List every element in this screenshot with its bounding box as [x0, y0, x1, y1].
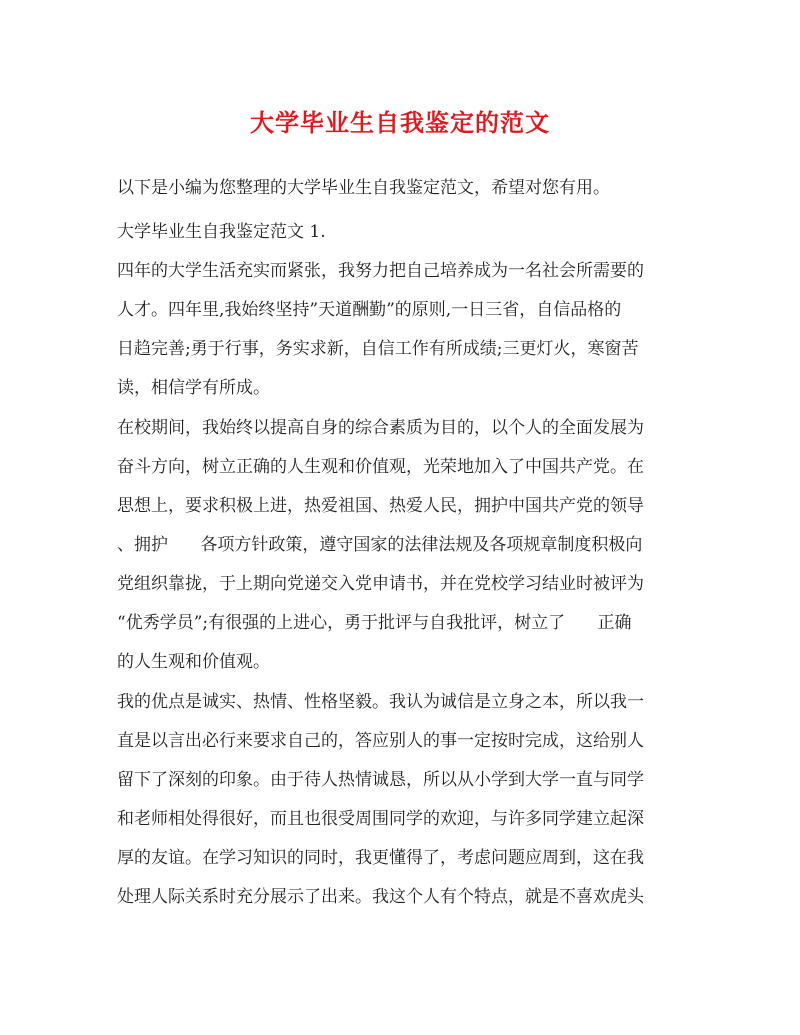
paragraph-line: 奋斗方向，树立正确的人生观和价值观，光荣地加入了中国共产党。在: [117, 457, 644, 477]
paragraph-line: “优秀学员”;有很强的上进心，勇于批评与自我批评，树立了 正确: [117, 613, 632, 633]
paragraph-line: 在校期间，我始终以提高自身的综合素质为目的，以个人的全面发展为: [117, 418, 644, 438]
document-title: 大学毕业生自我鉴定的范文: [250, 108, 550, 137]
paragraph-line: 和老师相处得很好，而且也很受周围同学的欢迎，与许多同学建立起深: [117, 809, 644, 829]
paragraph-line: 四年的大学生活充实而紧张，我努力把自己培养成为一名社会所需要的: [117, 261, 644, 281]
paragraph-line: 以下是小编为您整理的大学毕业生自我鉴定范文，希望对您有用。: [117, 178, 610, 198]
paragraph-line: 厚的友谊。在学习知识的同时，我更懂得了，考虑问题应周到，这在我: [117, 848, 644, 868]
paragraph-line: 日趋完善;勇于行事，务实求新，自信工作有所成绩;三更灯火，寒窗苦: [117, 339, 639, 359]
paragraph-line: 处理人际关系时充分展示了出来。我这个人有个特点，就是不喜欢虎头: [117, 887, 644, 907]
paragraph-line: 我的优点是诚实、热情、性格坚毅。我认为诚信是立身之本，所以我一: [117, 692, 644, 712]
paragraph-line: 人才。四年里,我始终坚持”天道酬勤”的原则,一日三省，自信品格的: [117, 300, 622, 320]
paragraph-line: 、拥护 各项方针政策，遵守国家的法律法规及各项规章制度积极向: [117, 535, 643, 555]
paragraph-line: 直是以言出必行来要求自己的，答应别人的事一定按时完成，这给别人: [117, 731, 644, 751]
paragraph-line: 读，相信学有所成。: [117, 378, 270, 398]
paragraph-line: 大学毕业生自我鉴定范文 1.: [117, 222, 326, 242]
paragraph-line: 党组织靠拢，于上期向党递交入党申请书，并在党校学习结业时被评为: [117, 574, 644, 594]
paragraph-line: 留下了深刻的印象。由于待人热情诚恳，所以从小学到大学一直与同学: [117, 770, 644, 790]
paragraph-line: 思想上，要求积极上进，热爱祖国、热爱人民，拥护中国共产党的领导: [117, 496, 644, 516]
paragraph-line: 的人生观和价值观。: [117, 652, 270, 672]
